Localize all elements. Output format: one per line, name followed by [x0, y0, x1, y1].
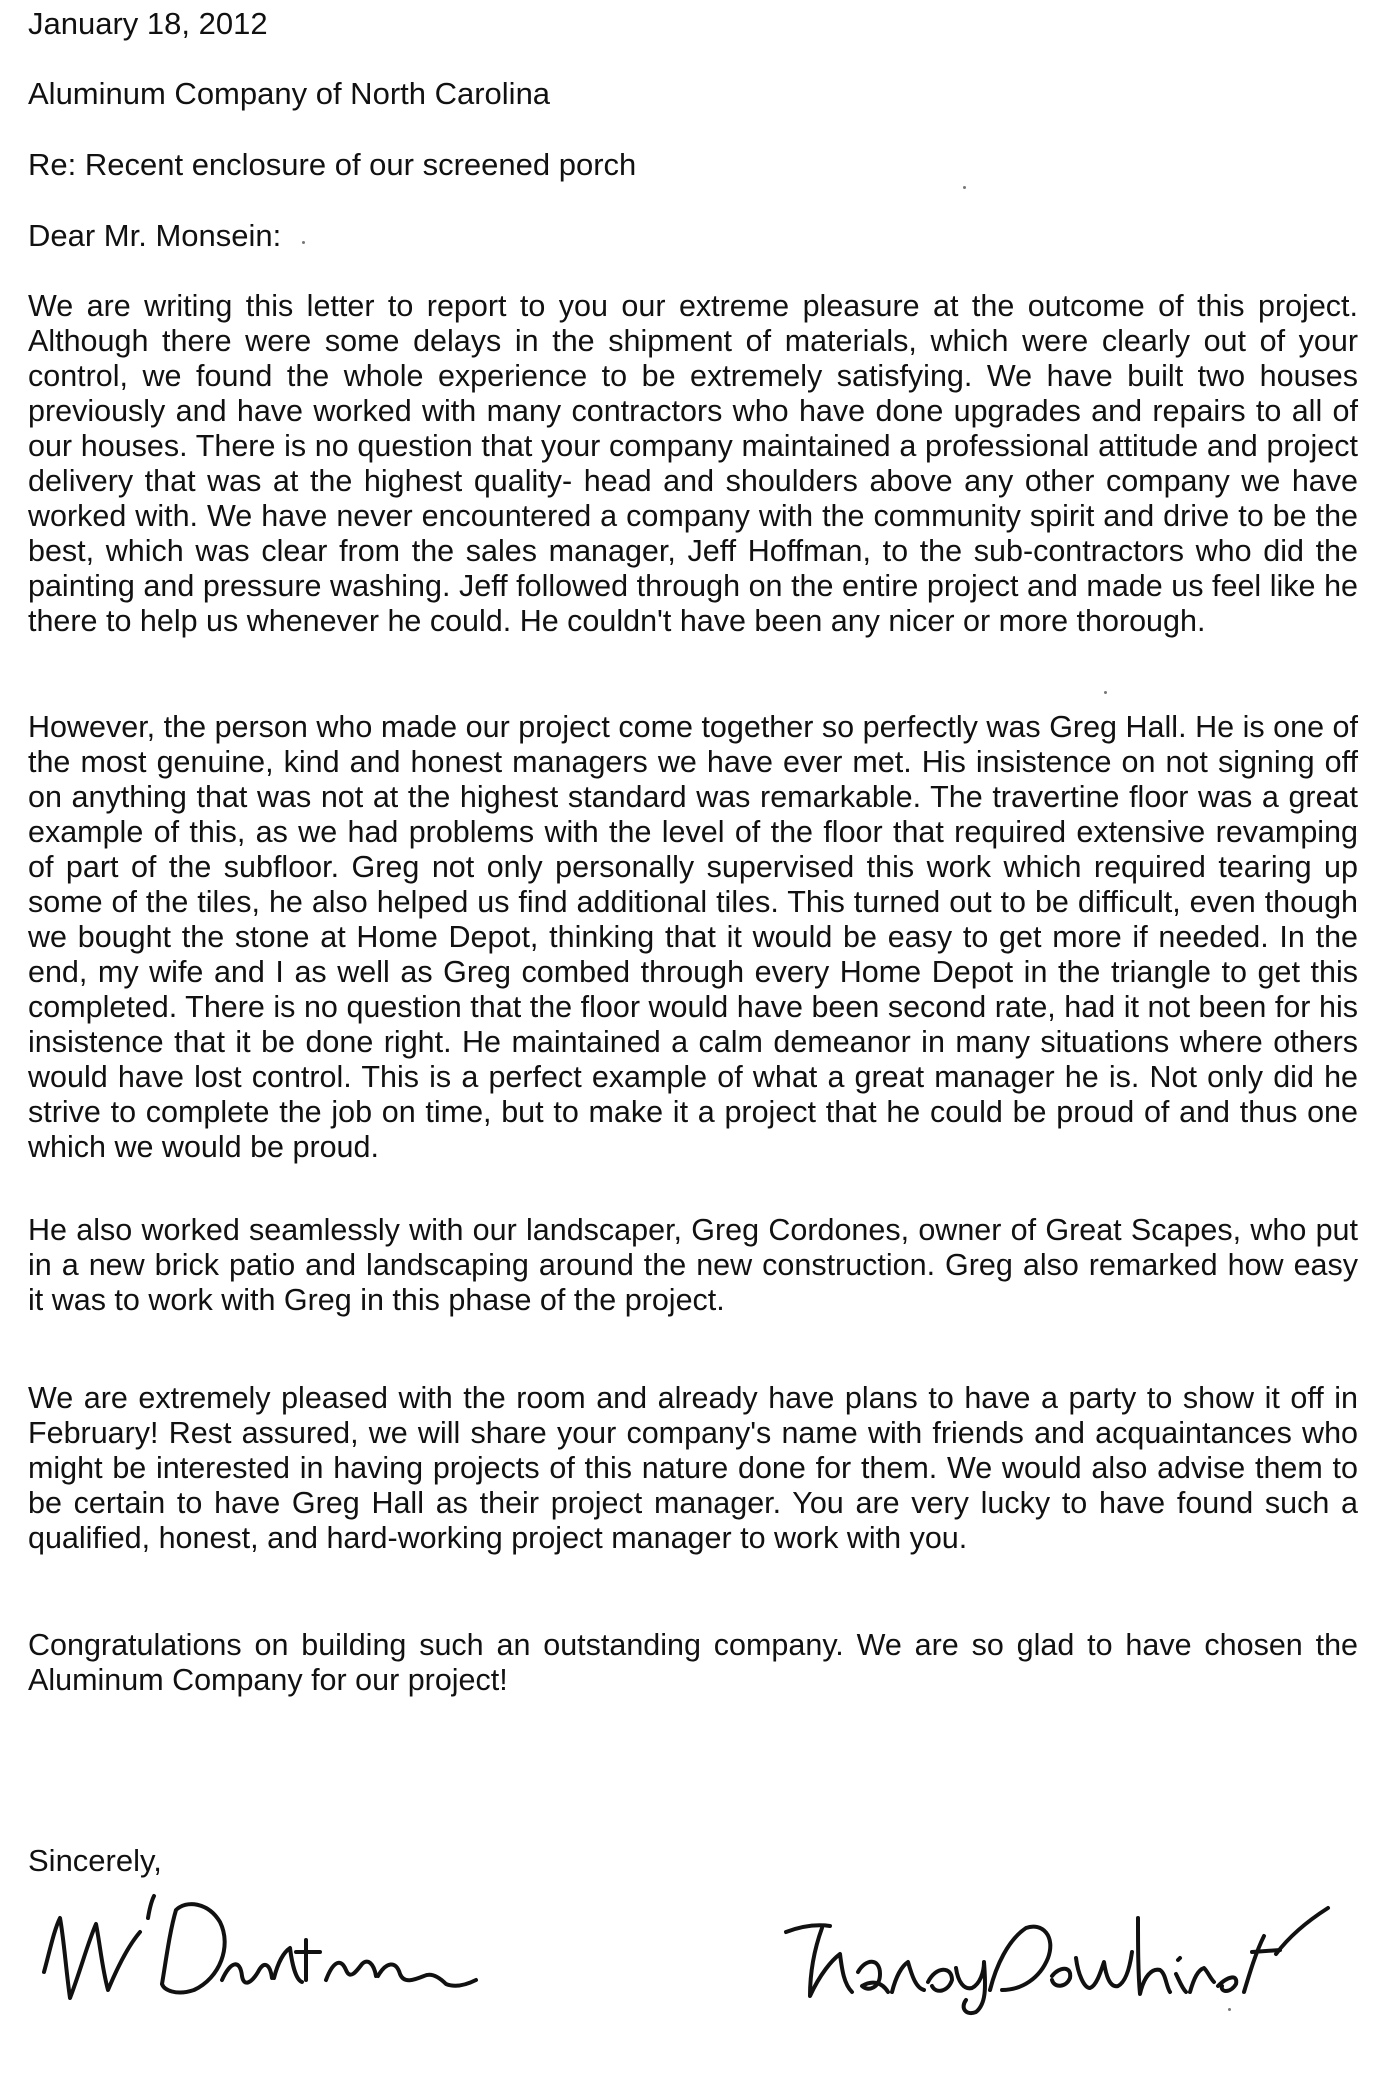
- letter-date: January 18, 2012: [28, 6, 268, 41]
- handwritten-signature-icon: [776, 1896, 1336, 2016]
- scan-speck: [1104, 691, 1107, 694]
- scan-speck: [963, 186, 966, 189]
- letter-recipient: Aluminum Company of North Carolina: [28, 76, 551, 111]
- letter-closing: Sincerely,: [28, 1843, 162, 1878]
- letter-paragraph-1: We are writing this letter to report to you our extreme pleasure at the outcome of this project. Although there were some delays in the shipment of materials, which were clearly out of your control, we found the whole experience to be extremely satisfying. We have built two houses previously and have worked with many contractors who have done upgrades and repairs to all of our houses. There is no question that your company maintained a professional attitude and project delivery that was at the highest quality- head and shoulders above any other company we have worked with. We have never encountered a company with the community spirit and drive to be the best, which was clear from the sales manager, Jeff Hoffman, to the sub-contractors who did the painting and pressure washing. Jeff followed through on the entire project and made us feel like he there to help us whenever he could. He couldn't have been any nicer or more thorough.: [28, 289, 1358, 638]
- letter-paragraph-3: He also worked seamlessly with our landscaper, Greg Cordones, owner of Great Scapes, who put in a new brick patio and landscaping around the new construction. Greg also remarked how easy it was to work with Greg in this phase of the project.: [28, 1213, 1358, 1317]
- handwritten-signature-icon: [36, 1880, 496, 2010]
- signature-1: [36, 1880, 496, 2010]
- letter-subject: Re: Recent enclosure of our screened porch: [28, 147, 637, 182]
- letter-salutation: Dear Mr. Monsein:: [28, 218, 282, 253]
- letter-paragraph-5: Congratulations on building such an outstanding company. We are so glad to have chosen the Aluminum Company for our project!: [28, 1628, 1358, 1697]
- signature-2: [776, 1896, 1336, 2016]
- scan-speck: [1228, 2008, 1231, 2011]
- scan-speck: [302, 241, 305, 244]
- letter-paragraph-2: However, the person who made our project come together so perfectly was Greg Hall. He is one of the most genuine, kind and honest managers we have ever met. His insistence on not signing off on anything that was not at the highest standard was remarkable. The travertine floor was a great example of this, as we had problems with the level of the floor that required extensive revamping of part of the subfloor. Greg not only personally supervised this work which required tearing up some of the tiles, he also helped us find additional tiles. This turned out to be difficult, even though we bought the stone at Home Depot, thinking that it would be easy to get more if needed. In the end, my wife and I as well as Greg combed through every Home Depot in the triangle to get this completed. There is no question that the floor would have been second rate, had it not been for his insistence that it be done right. He maintained a calm demeanor in many situations where others would have lost control. This is a perfect example of what a great manager he is. Not only did he strive to complete the job on time, but to make it a project that he could be proud of and thus one which we would be proud.: [28, 710, 1358, 1164]
- letter-paragraph-4: We are extremely pleased with the room and already have plans to have a party to show it off in February! Rest assured, we will share your company's name with friends and acquaintances who might be interested in having projects of this nature done for them. We would also advise them to be certain to have Greg Hall as their project manager. You are very lucky to have found such a qualified, honest, and hard-working project manager to work with you.: [28, 1381, 1358, 1555]
